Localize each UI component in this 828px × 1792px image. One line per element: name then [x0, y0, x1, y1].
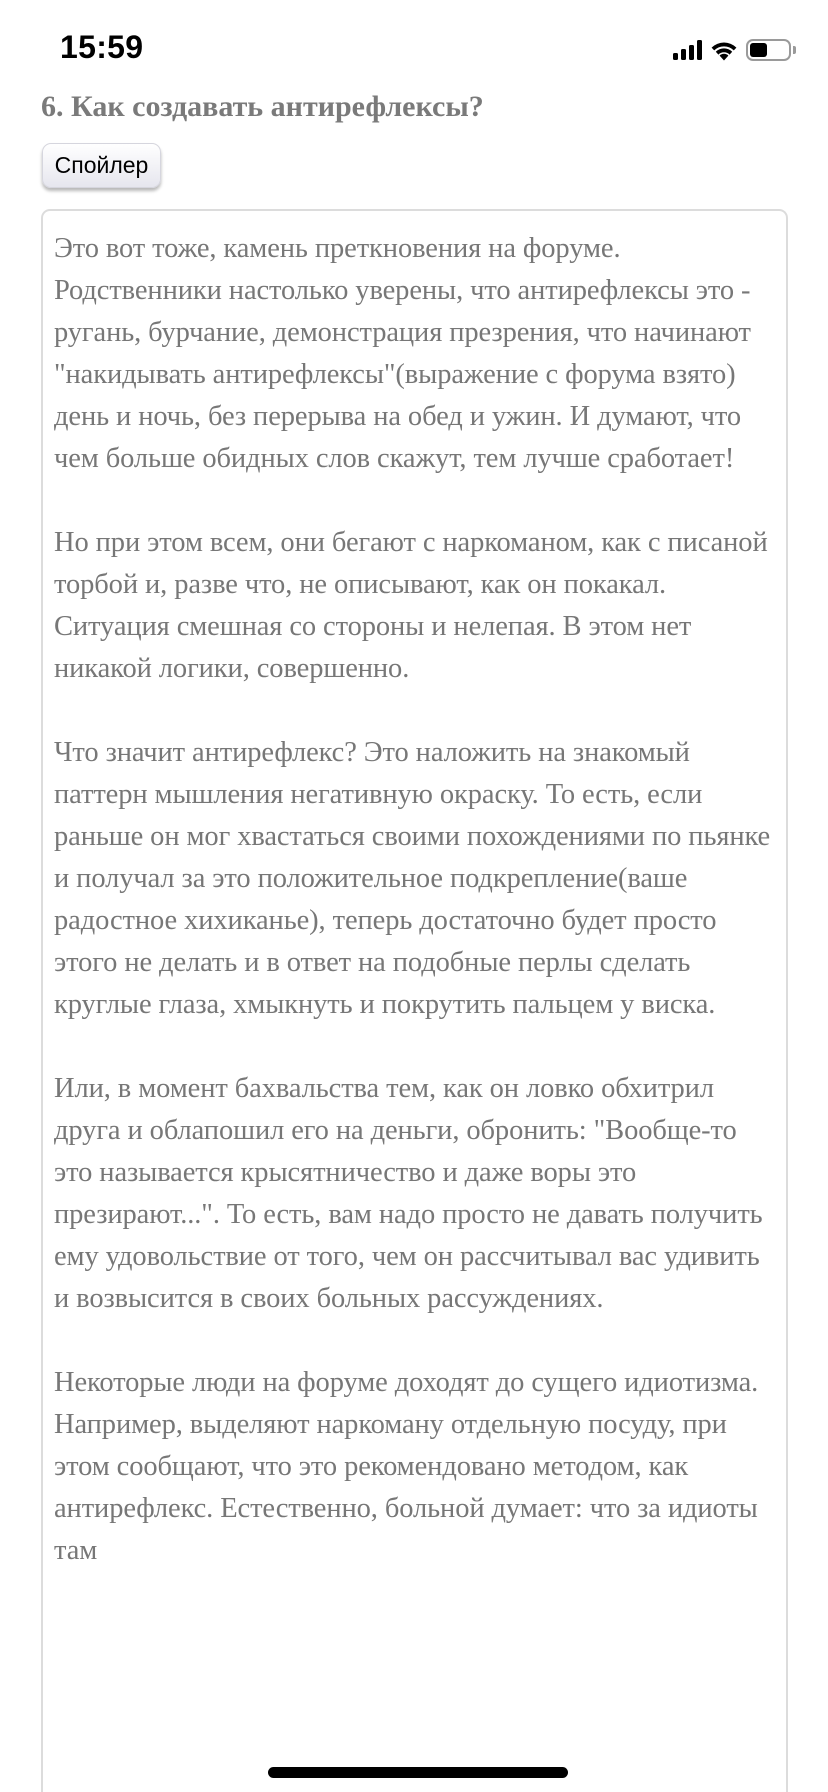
paragraph: Это вот тоже, камень преткновения на форуме. Родственники настолько уверены, что антирефлексы это - ругань, бурчание, демонстрация презрения, что начинают "накидывать антирефлексы"(выражение с форума взято) день и ночь, без перерыва на обед и ужин. И думают, что чем больше обидных слов скажут, тем лучше сработает!: [54, 233, 751, 474]
status-bar: [0, 0, 828, 90]
status-icons: [673, 37, 796, 63]
home-indicator[interactable]: [268, 1767, 568, 1778]
wifi-icon: [710, 40, 738, 61]
paragraph: Некоторые люди на форуме доходят до сущего идиотизма. Например, выделяют наркоману отдельную посуду, при этом сообщают, что это рекомендовано методом, как антирефлекс. Естественно, больной думает: что за идиоты там: [54, 1367, 759, 1566]
paragraph: Но при этом всем, они бегают с наркоманом, как с писаной торбой и, разве что, не описывают, как он покакал. Ситуация смешная со стороны и нелепая. В этом нет никакой логики, совершенно.: [54, 527, 768, 684]
spoiler-toggle-button[interactable]: Спойлер: [42, 143, 161, 188]
paragraph: Что значит антирефлекс? Это наложить на знакомый паттерн мышления негативную окраску. То есть, если раньше он мог хвастаться своими похождениями по пьянке и получал за это положительное подкрепление(ваше радостное хихиканье), теперь достаточно будет просто этого не делать и в ответ на подобные перлы сделать круглые глаза, хмыкнуть и покрутить пальцем у виска.: [54, 737, 771, 1020]
paragraph: Или, в момент бахвальства тем, как он ловко обхитрил друга и облапошил его на деньги, обронить: "Вообще-то это называется крысятничество и даже воры это презирают...". То есть, вам надо просто не давать получить ему удовольствие от того, чем он рассчитывал вас удивить и возвысится в своих больных рассуждениях.: [54, 1073, 763, 1314]
cellular-signal-icon: [673, 40, 702, 60]
status-time: 15:59: [60, 29, 144, 65]
battery-icon: [746, 39, 796, 61]
section-title: 6. Как создавать антирефлексы?: [41, 90, 484, 123]
spoiler-text: [54, 228, 776, 1572]
spoiler-content: [41, 209, 788, 1792]
